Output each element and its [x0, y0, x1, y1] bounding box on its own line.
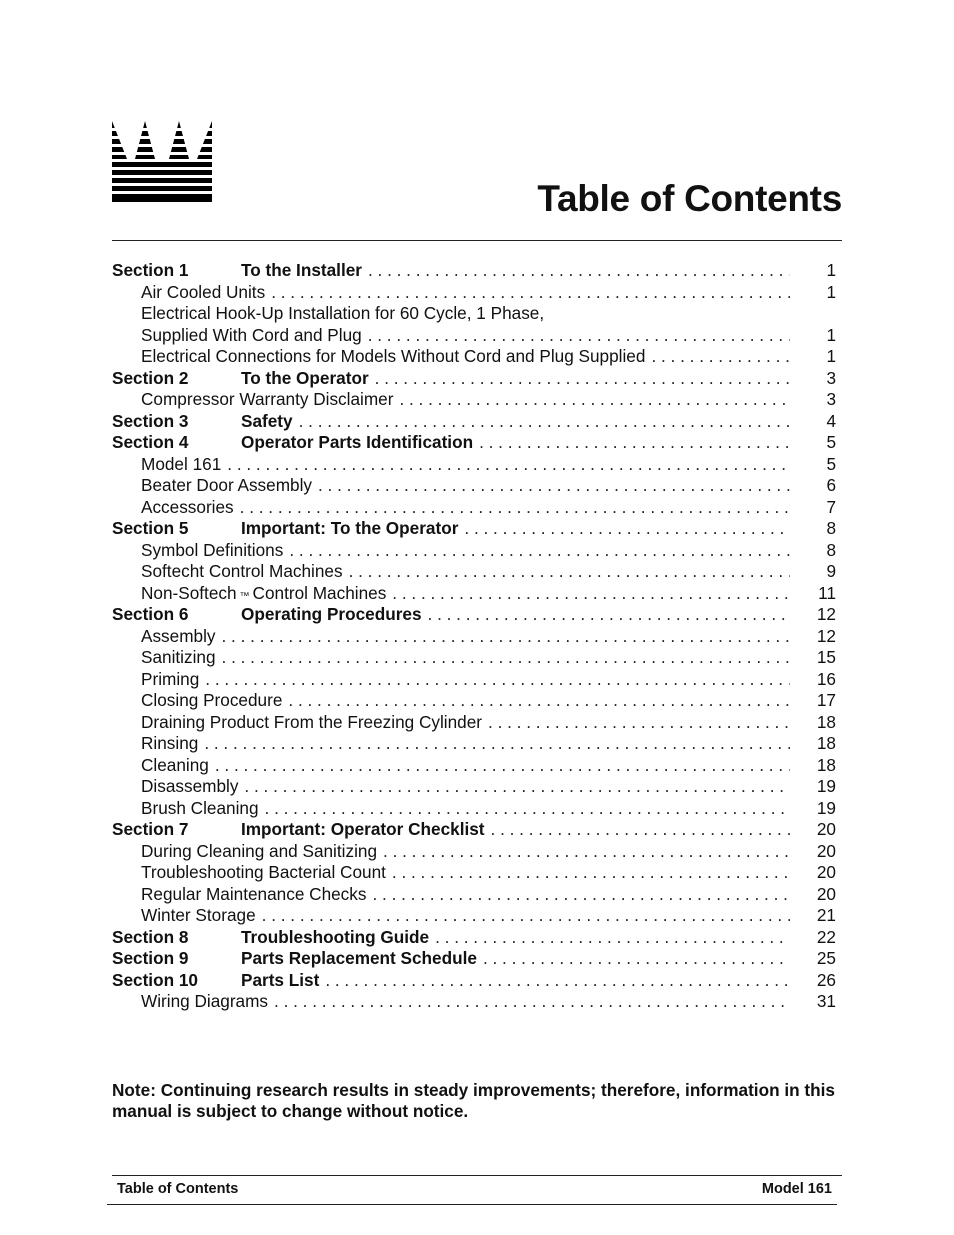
page-number: 19 — [816, 797, 836, 818]
dot-leader — [274, 991, 790, 1013]
entry-title: To the Operator — [241, 367, 369, 388]
disclaimer-note: Note: Continuing research results in steady improvements; therefore, information in this manual is subject to change without notice. — [112, 1080, 835, 1121]
entry-title: Troubleshooting Guide — [241, 926, 430, 947]
brand-logo — [112, 121, 212, 203]
page-number: 4 — [826, 410, 836, 431]
toc-entry-row — [112, 647, 838, 669]
toc-entry-row — [112, 733, 838, 755]
section-number: Section 4 — [112, 432, 189, 452]
entry-title: Symbol Definitions — [141, 539, 284, 560]
page-number: 16 — [816, 668, 836, 689]
toc-entry-row — [112, 583, 838, 605]
table-of-contents — [112, 260, 838, 1013]
dot-leader — [392, 862, 790, 884]
page-number: 20 — [816, 840, 836, 861]
dot-leader — [244, 776, 790, 798]
page-number: 1 — [826, 346, 836, 366]
page-number: 22 — [816, 926, 836, 947]
entry-title: Draining Product From the Freezing Cylinder — [141, 711, 483, 732]
entry-title: Brush Cleaning — [141, 797, 259, 818]
entry-title: Important: To the Operator — [241, 518, 459, 538]
page-number: 18 — [816, 754, 836, 775]
entry-title: Accessories — [141, 496, 234, 517]
entry-title: Closing Procedure — [141, 690, 283, 710]
dot-leader — [289, 540, 790, 562]
section-number: Section 9 — [112, 948, 189, 968]
entry-title: Cleaning — [141, 754, 209, 775]
dot-leader — [483, 948, 790, 970]
page-number: 15 — [816, 647, 836, 667]
toc-entry-row — [112, 475, 838, 497]
section-number: Section 1 — [112, 260, 189, 280]
toc-entry-row — [112, 325, 838, 347]
toc-entry-row — [112, 454, 838, 476]
section-number: Section 10 — [112, 969, 198, 990]
entry-title: Softecht Control Machines — [141, 561, 343, 581]
toc-entry-row — [112, 690, 838, 712]
entry-title: Assembly — [141, 625, 216, 646]
entry-title: Parts List — [241, 969, 320, 990]
entry-title: Winter Storage — [141, 905, 256, 925]
dot-leader — [222, 647, 790, 669]
dot-leader — [215, 755, 790, 777]
dot-leader — [488, 712, 790, 734]
toc-entry-row — [112, 389, 838, 411]
section-number: Section 5 — [112, 518, 189, 538]
page-number: 3 — [826, 367, 836, 388]
page-number: 1 — [826, 260, 836, 280]
toc-entry-row — [112, 669, 838, 691]
entry-title: Compressor Warranty Disclaimer — [141, 389, 394, 409]
entry-title: Regular Maintenance Checks — [141, 883, 367, 904]
entry-title: Operating Procedures — [241, 604, 422, 624]
entry-title: Sanitizing — [141, 647, 216, 667]
page-title: Table of Contents — [537, 178, 842, 219]
entry-title: Non-Softech — [141, 582, 237, 603]
toc-entry-row — [112, 712, 838, 734]
toc-entry-row — [112, 540, 838, 562]
toc-entry-row — [112, 841, 838, 863]
toc-entry-row — [112, 905, 838, 927]
dot-leader — [375, 368, 790, 390]
toc-section-row — [112, 411, 838, 433]
page-number: 5 — [826, 432, 836, 452]
footer-title: Table of Contents — [117, 1181, 239, 1197]
entry-title: Beater Door Assembly — [141, 475, 312, 495]
page-number: 18 — [816, 733, 836, 753]
dot-leader — [271, 282, 790, 304]
toc-entry-row — [112, 561, 838, 583]
page-number: 20 — [816, 862, 836, 882]
dot-leader — [240, 497, 790, 519]
entry-title: Rinsing — [141, 733, 199, 753]
toc-entry-row — [112, 346, 838, 368]
page-number: 17 — [816, 690, 836, 710]
entry-title: Air Cooled Units — [141, 281, 266, 302]
page-number: 18 — [816, 711, 836, 732]
entry-title: Supplied With Cord and Plug — [141, 324, 362, 345]
toc-entry-row — [112, 862, 838, 884]
entry-title-continued: Control Machines — [252, 582, 387, 603]
section-number: Section 7 — [112, 819, 189, 839]
toc-section-row — [112, 948, 838, 970]
entry-title: Wiring Diagrams — [141, 991, 269, 1011]
toc-entry-row — [112, 497, 838, 519]
page-number: 20 — [816, 883, 836, 904]
page-number: 19 — [816, 776, 836, 796]
dot-leader — [325, 970, 790, 992]
page-number: 5 — [826, 453, 836, 474]
page-number: 21 — [816, 905, 836, 925]
section-number: Section 8 — [112, 926, 189, 947]
dot-leader — [349, 561, 790, 583]
section-number: Section 6 — [112, 604, 189, 624]
toc-section-row — [112, 927, 838, 949]
entry-title: Troubleshooting Bacterial Count — [141, 862, 386, 882]
page-number: 3 — [826, 389, 836, 409]
entry-title: Electrical Connections for Models Without Cord and Plug Supplied — [141, 346, 646, 366]
dot-leader — [383, 841, 790, 863]
dot-leader — [205, 669, 790, 691]
toc-entry-row — [112, 798, 838, 820]
dot-leader — [262, 905, 790, 927]
toc-section-row — [112, 518, 838, 540]
page-number: 12 — [816, 604, 836, 624]
entry-title: Disassembly — [141, 776, 239, 796]
page-number: 31 — [816, 991, 836, 1011]
toc-section-row — [112, 260, 838, 282]
toc-section-row — [112, 970, 838, 992]
toc-section-row — [112, 604, 838, 626]
dot-leader — [491, 819, 790, 841]
entry-title: Important: Operator Checklist — [241, 819, 485, 839]
footer-divider-top — [112, 1175, 842, 1176]
dot-leader — [299, 411, 790, 433]
footer-divider-bottom — [107, 1204, 837, 1205]
toc-section-row — [112, 368, 838, 390]
page-number: 1 — [826, 324, 836, 345]
section-number: Section 3 — [112, 410, 189, 431]
page-number: 20 — [816, 819, 836, 839]
page-number: 8 — [826, 518, 836, 538]
toc-section-row — [112, 432, 838, 454]
page-number: 6 — [826, 475, 836, 495]
entry-title: Parts Replacement Schedule — [241, 948, 477, 968]
dot-leader — [651, 346, 790, 368]
page-number: 9 — [826, 561, 836, 581]
page-number: 26 — [816, 969, 836, 990]
toc-entry-row — [112, 755, 838, 777]
dot-leader — [372, 884, 790, 906]
page-number: 1 — [826, 281, 836, 302]
trademark-symbol: ™ — [239, 590, 250, 602]
page-number: 25 — [816, 948, 836, 968]
toc-entry-row — [112, 776, 838, 798]
page-number: 12 — [816, 625, 836, 646]
page-number: 11 — [818, 582, 836, 603]
entry-title: Priming — [141, 668, 200, 689]
entry-title: Model 161 — [141, 453, 222, 474]
dot-leader — [288, 690, 790, 712]
dot-leader — [464, 518, 790, 540]
entry-title: Electrical Hook-Up Installation for 60 Cycle, 1 Phase, — [141, 303, 545, 323]
dot-leader — [399, 389, 790, 411]
dot-leader — [428, 604, 790, 626]
entry-title: To the Installer — [241, 260, 362, 280]
dot-leader — [368, 260, 790, 282]
page-number: 8 — [826, 539, 836, 560]
entry-title: Operator Parts Identification — [241, 432, 474, 452]
page-number: 7 — [826, 496, 836, 517]
dot-leader — [222, 626, 791, 648]
dot-leader — [368, 325, 790, 347]
section-number: Section 2 — [112, 367, 189, 388]
entry-title: During Cleaning and Sanitizing — [141, 840, 378, 861]
toc-entry-row — [112, 884, 838, 906]
entry-title: Safety — [241, 410, 293, 431]
toc-entry-row — [112, 303, 838, 325]
footer-model: Model 161 — [761, 1181, 832, 1197]
dot-leader — [227, 454, 790, 476]
dot-leader — [204, 733, 790, 755]
dot-leader — [435, 927, 790, 949]
toc-section-row — [112, 819, 838, 841]
header-divider — [112, 240, 842, 241]
dot-leader — [265, 798, 790, 820]
toc-entry-row — [112, 991, 838, 1013]
dot-leader — [318, 475, 790, 497]
dot-leader — [479, 432, 790, 454]
dot-leader — [392, 583, 790, 605]
toc-entry-row — [112, 282, 838, 304]
toc-entry-row — [112, 626, 838, 648]
